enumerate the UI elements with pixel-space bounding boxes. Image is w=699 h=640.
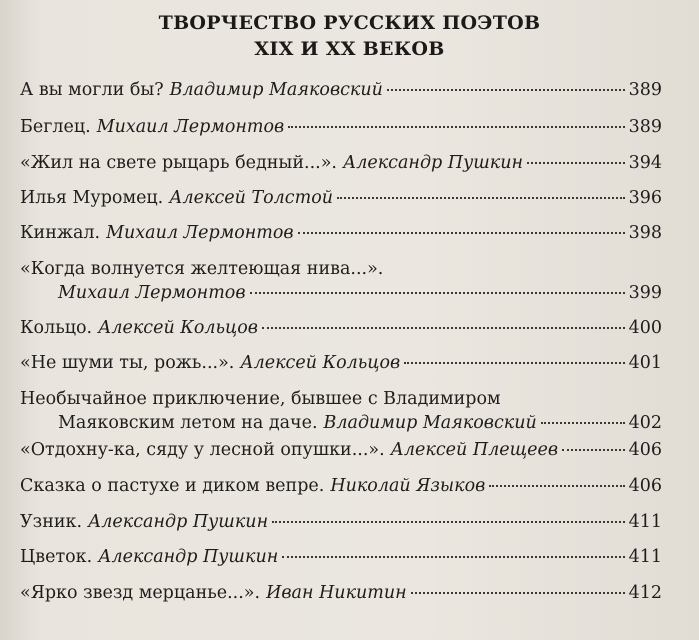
poem-title-continued: Маяковским летом на даче. <box>58 413 318 433</box>
poem-title: «Когда волнуется желтеющая нива...». <box>20 259 384 279</box>
leader-dots <box>262 327 625 329</box>
poem-title: «Жил на свете рыцарь бедный...». <box>20 153 337 173</box>
poem-title: Цветок. <box>20 547 93 567</box>
poem-title: «Отдохну-ка, сяду у лесной опушки...». <box>20 440 385 460</box>
toc-entry[interactable] <box>20 512 662 536</box>
leader-dots <box>411 592 625 594</box>
page-number: 401 <box>628 353 662 373</box>
toc-entry[interactable] <box>20 153 662 177</box>
leader-dots <box>562 449 625 451</box>
page-number: 406 <box>628 440 662 460</box>
leader-dots <box>527 162 625 164</box>
poem-author: Алексей Толстой <box>169 188 333 208</box>
poem-author: Михаил Лермонтов <box>106 223 294 243</box>
poem-title: Сказка о пастухе и диком вепре. <box>20 476 325 496</box>
poem-title: Кольцо. <box>20 318 93 338</box>
poem-author: Александр Пушкин <box>98 547 279 567</box>
poem-author: Алексей Плещеев <box>390 440 559 460</box>
poem-author: Михаил Лермонтов <box>58 283 246 303</box>
page-number: 398 <box>628 223 662 243</box>
poem-title: Кинжал. <box>20 223 101 243</box>
toc-entry[interactable] <box>20 476 662 500</box>
poem-title: Илья Муромец. <box>20 188 164 208</box>
page-number: 389 <box>628 80 662 100</box>
page-number: 389 <box>628 117 662 137</box>
poem-author: Александр Пушкин <box>88 512 269 532</box>
poem-title: «Не шуми ты, рожь...». <box>20 353 235 373</box>
toc-entry[interactable] <box>20 318 662 342</box>
toc-entry[interactable] <box>20 80 662 104</box>
leader-dots <box>387 89 625 91</box>
leader-dots <box>404 362 624 364</box>
leader-dots <box>250 292 625 294</box>
section-subtitle: XIX И XX ВЕКОВ <box>254 38 445 60</box>
poem-author: Владимир Маяковский <box>323 413 537 433</box>
poem-title: Узник. <box>20 512 83 532</box>
leader-dots <box>298 232 625 234</box>
toc-entry[interactable] <box>20 389 662 437</box>
poem-title: Беглец. <box>20 117 91 137</box>
leader-dots <box>282 556 624 558</box>
page-number: 400 <box>628 318 662 338</box>
poem-author: Владимир Маяковский <box>169 80 383 100</box>
page-number: 396 <box>628 188 662 208</box>
poem-author: Александр Пушкин <box>342 153 524 173</box>
poem-title: А вы могли бы? <box>20 80 164 100</box>
leader-dots <box>288 126 624 128</box>
toc-entry[interactable] <box>20 547 662 571</box>
page-number: 412 <box>628 583 662 603</box>
poem-author: Иван Никитин <box>266 583 407 603</box>
toc-entry[interactable] <box>20 188 662 212</box>
leader-dots <box>541 422 625 424</box>
toc-entry[interactable] <box>20 583 662 607</box>
toc-entry[interactable] <box>20 353 662 377</box>
page-number: 411 <box>628 547 662 567</box>
poem-title: «Ярко звезд мерцанье...». <box>20 583 261 603</box>
toc-entry[interactable] <box>20 223 662 247</box>
toc-entry[interactable] <box>20 259 662 307</box>
leader-dots <box>337 197 625 199</box>
page-number: 402 <box>628 413 662 433</box>
page-number: 399 <box>628 283 662 303</box>
poem-author: Михаил Лермонтов <box>96 117 285 137</box>
leader-dots <box>489 485 624 487</box>
page-number: 406 <box>628 476 662 496</box>
toc-entry[interactable] <box>20 117 662 141</box>
page-number: 394 <box>628 153 662 173</box>
poem-author: Николай Языков <box>330 476 486 496</box>
toc-entry[interactable] <box>20 440 662 464</box>
leader-dots <box>272 521 625 523</box>
section-title: ТВОРЧЕСТВО РУССКИХ ПОЭТОВ <box>158 12 541 34</box>
page-number: 411 <box>628 512 662 532</box>
poem-author: Алексей Кольцов <box>98 318 258 338</box>
poem-author: Алексей Кольцов <box>240 353 401 373</box>
poem-title: Необычайное приключение, бывшее с Владимиром <box>20 389 501 409</box>
